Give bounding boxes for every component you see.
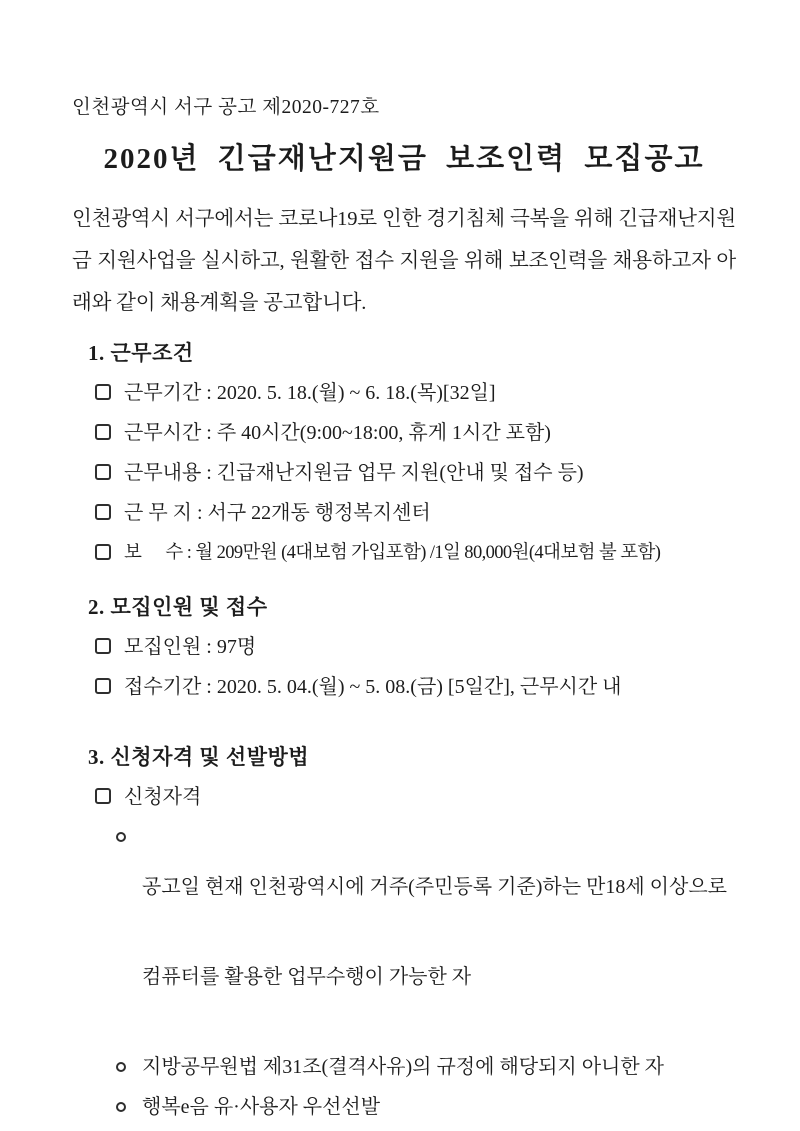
checkbox-icon: [95, 638, 111, 654]
bullet-item: [116, 1055, 736, 1080]
item-text: 보 수 : 월 209만원 (4대보험 가입포함) /1일 80,000원(4대보험 불 포함): [124, 543, 661, 563]
bullet-line: 공고일 현재 인천광역시에 거주(주민등록 기준)하는 만18세 이상으로: [142, 876, 727, 898]
item-text: 모집인원 : 97명: [124, 636, 257, 658]
item-text: 근무기간 : 2020. 5. 18.(월) ~ 6. 18.(목)[32일]: [124, 382, 496, 404]
checkbox-icon: [95, 464, 111, 480]
section-eligibility: [72, 744, 736, 1120]
bullet-text: 행복e음 유·사용자 우선선발: [142, 1096, 381, 1118]
page-title: 2020년 긴급재난지원금 보조인력 모집공고: [103, 143, 705, 175]
checkbox-icon: [95, 544, 111, 560]
work-conditions-list: [72, 381, 736, 566]
item-text: 근무시간 : 주 40시간(9:00~18:00, 휴게 1시간 포함): [124, 422, 551, 444]
recruitment-list: [72, 635, 736, 700]
section-heading: 3. 신청자격 및 선발방법: [88, 745, 310, 769]
item-text: 신청자격: [124, 786, 202, 808]
list-item: [95, 381, 736, 406]
bullet-item: [116, 1095, 736, 1120]
bullet-item: [116, 825, 736, 1040]
checkbox-icon: [95, 424, 111, 440]
section-heading: 2. 모집인원 및 접수: [88, 595, 268, 619]
section-work-conditions: [72, 340, 736, 566]
circle-bullet-icon: [116, 1062, 126, 1072]
checkbox-icon: [95, 678, 111, 694]
checkbox-icon: [95, 788, 111, 804]
list-item: [95, 541, 736, 566]
circle-bullet-icon: [116, 1102, 126, 1112]
list-item: [95, 461, 736, 486]
list-item: [95, 785, 736, 810]
list-item: [95, 501, 736, 526]
item-text: 근무내용 : 긴급재난지원금 업무 지원(안내 및 접수 등): [124, 462, 584, 484]
checkbox-icon: [95, 384, 111, 400]
list-item: [95, 635, 736, 660]
bullet-line: 컴퓨터를 활용한 업무수행이 가능한 자: [142, 966, 472, 988]
intro-paragraph: 인천광역시 서구에서는 코로나19로 인한 경기침체 극복을 위해 긴급재난지원금 지원사업을 실시하고, 원활한 접수 지원을 위해 보조인력을 채용하고자 아래와 같이 채용계획을 공고합니다.: [72, 208, 736, 314]
list-item: [95, 421, 736, 446]
item-text: 근 무 지 : 서구 22개동 행정복지센터: [124, 502, 431, 524]
section-heading: 1. 근무조건: [88, 341, 194, 365]
circle-bullet-icon: [116, 832, 126, 842]
doc-number: 인천광역시 서구 공고 제2020-727호: [72, 97, 380, 118]
item-text: 접수기간 : 2020. 5. 04.(월) ~ 5. 08.(금) [5일간], 근무시간 내: [124, 676, 622, 698]
section-recruitment: [72, 594, 736, 700]
eligibility-list: [72, 785, 736, 810]
bullet-text: [142, 825, 727, 1040]
checkbox-icon: [95, 504, 111, 520]
list-item: [95, 675, 736, 700]
bullet-text: 지방공무원법 제31조(결격사유)의 규정에 해당되지 아니한 자: [142, 1056, 664, 1078]
